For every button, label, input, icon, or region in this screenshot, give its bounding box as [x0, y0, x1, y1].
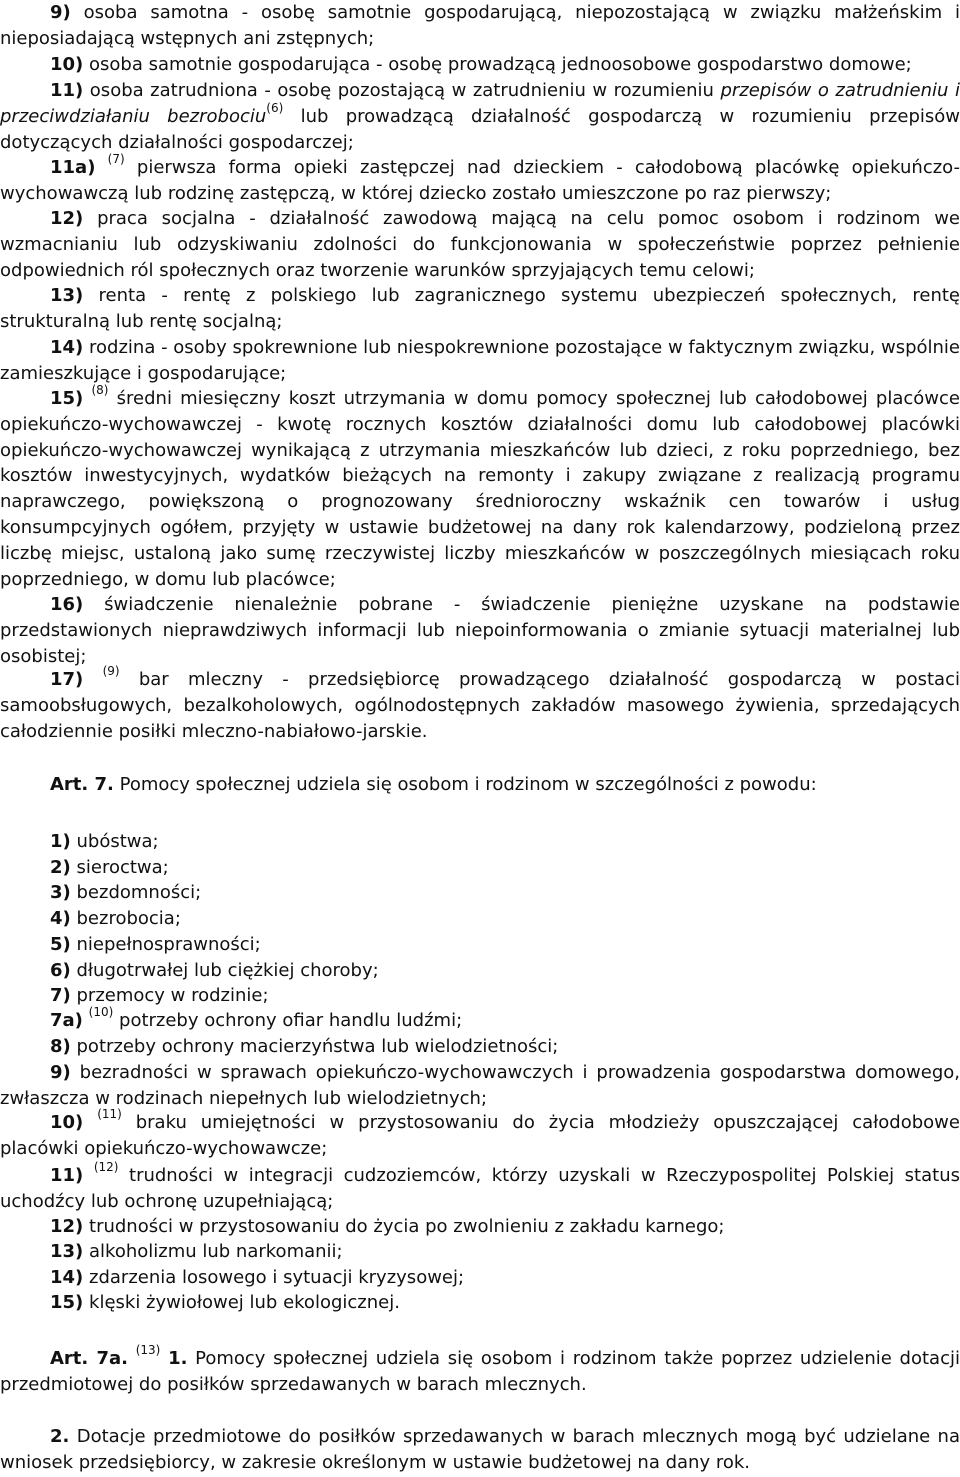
footnote-ref: (9)	[102, 664, 120, 678]
item-number: 6)	[50, 960, 71, 981]
art7-item-7a	[0, 1005, 960, 1034]
art7-item-10	[0, 1107, 960, 1162]
item-number: 2)	[50, 857, 71, 878]
item-text: potrzeby ochrony ofiar handlu ludźmi;	[119, 1010, 463, 1031]
definition-11a	[0, 152, 960, 207]
paragraph-text: Dotacje przedmiotowe do posiłków sprzedawanych w barach mlecznych mogą być udzielane na wniosek przedsiębiorcy, w zakresie określonym w ustawie budżetowej na dany rok.	[0, 1426, 960, 1473]
item-number: 1)	[50, 831, 71, 852]
item-text: osoba samotnie gospodarująca - osobę prowadzącą jednoosobowe gospodarstwo domowe;	[89, 54, 912, 75]
footnote-ref: (6)	[266, 100, 284, 115]
art7-item-8	[0, 1034, 960, 1060]
footnote-ref: (8)	[91, 383, 109, 397]
definition-11	[0, 78, 960, 155]
item-number: 14)	[50, 1267, 84, 1288]
item-text: braku umiejętności w przystosowaniu do życia młodzieży opuszczającej całodobowe placówki opiekuńczo-wychowawcze;	[0, 1112, 960, 1159]
item-text: bezdomności;	[76, 882, 202, 903]
item-text: długotrwałej lub ciężkiej choroby;	[76, 960, 379, 981]
item-number: 15)	[50, 1292, 84, 1313]
item-text: potrzeby ochrony macierzyństwa lub wielodzietności;	[76, 1036, 559, 1057]
article-intro: Pomocy społecznej udziela się osobom i rodzinom w szczególności z powodu:	[119, 774, 817, 795]
item-number: 12)	[50, 208, 84, 229]
item-number: 16)	[50, 594, 84, 615]
definition-17	[0, 664, 960, 744]
item-text: klęski żywiołowej lub ekologicznej.	[89, 1292, 400, 1313]
definition-14	[0, 335, 960, 387]
item-text: trudności w integracji cudzoziemców, którzy uzyskali w Rzeczypospolitej Polskiej status uchodźcy lub ochronę uzupełniającą;	[0, 1165, 960, 1212]
definition-12	[0, 206, 960, 283]
item-text: ubóstwa;	[76, 831, 159, 852]
art7-item-11	[0, 1160, 960, 1215]
art7-item-4	[0, 906, 960, 932]
art7-item-14	[0, 1265, 960, 1291]
item-number: 3)	[50, 882, 71, 903]
item-number: 7a)	[50, 1010, 83, 1031]
item-number: 7)	[50, 985, 71, 1006]
item-number: 8)	[50, 1036, 71, 1057]
item-number: 9)	[50, 2, 71, 23]
item-number: 12)	[50, 1216, 84, 1237]
item-text: bezradności w sprawach opiekuńczo-wychowawczych i prowadzenia gospodarstwa domowego, zwłaszcza w rodzinach niepełnych lub wielodzietnych;	[0, 1062, 960, 1109]
art7-item-1	[0, 829, 960, 855]
art7-item-7	[0, 983, 960, 1009]
art7-item-12	[0, 1214, 960, 1240]
item-text: sieroctwa;	[76, 857, 169, 878]
item-number: 11a)	[50, 157, 96, 178]
article-label: Art. 7.	[50, 774, 114, 795]
item-text: osoba samotna - osobę samotnie gospodarującą, niepozostającą w związku małżeńskim i nieposiadającą wstępnych ani zstępnych;	[0, 2, 960, 49]
definition-10	[0, 52, 960, 78]
item-text: praca socjalna - działalność zawodową mającą na celu pomoc osobom i rodzinom we wzmacnianiu lub odzyskiwaniu zdolności do funkcjonowania w społeczeństwie poprzez pełnienie odpowiednich ról społecznych oraz tworzenie warunków sprzyjających temu celowi;	[0, 208, 960, 281]
item-text: lub prowadzącą działalność gospodarczą w rozumieniu przepisów dotyczących działalności gospodarczej;	[0, 105, 960, 153]
footnote-ref: (10)	[88, 1005, 114, 1019]
definition-13	[0, 283, 960, 335]
article-label: Art. 7a.	[50, 1348, 129, 1369]
definition-9	[0, 0, 960, 52]
item-number: 11)	[50, 80, 84, 101]
definition-15	[0, 383, 960, 592]
article-7-heading	[0, 772, 960, 798]
item-number: 5)	[50, 934, 71, 955]
item-text: trudności w przystosowaniu do życia po zwolnieniu z zakładu karnego;	[89, 1216, 725, 1237]
item-italic-text: przepisów o zatrudnieniu i przeciwdziałaniu bezrobociu	[0, 80, 960, 127]
item-number: 4)	[50, 908, 71, 929]
art7-item-9	[0, 1060, 960, 1112]
item-text: osoba zatrudniona - osobę pozostającą w zatrudnieniu w rozumieniu	[89, 80, 714, 101]
item-text: rodzina - osoby spokrewnione lub niespokrewnione pozostające w faktycznym związku, wspólnie zamieszkujące i gospodarujące;	[0, 337, 960, 384]
footnote-ref: (11)	[97, 1107, 122, 1121]
item-text: świadczenie nienależnie pobrane - świadczenie pieniężne uzyskane na podstawie przedstawionych nieprawdziwych informacji lub niepoinformowania o zmianie sytuacji materialnej lub osobistej;	[0, 594, 960, 667]
definition-16	[0, 592, 960, 669]
footnote-ref: (7)	[107, 152, 125, 166]
item-number: 10)	[50, 54, 84, 75]
paragraph-text: Pomocy społecznej udziela się osobom i rodzinom także poprzez udzielenie dotacji przedmiotowej do posiłków sprzedawanych w barach mlecznych.	[0, 1348, 960, 1395]
item-text: bezrobocia;	[76, 908, 181, 929]
item-text: renta - rentę z polskiego lub zagranicznego systemu ubezpieczeń społecznych, rentę strukturalną lub rentę socjalną;	[0, 285, 960, 332]
item-text: alkoholizmu lub narkomanii;	[89, 1241, 343, 1262]
item-text: bar mleczny - przedsiębiorcę prowadzącego działalność gospodarczą w postaci samoobsługowych, bezalkoholowych, ogólnodostępnych zakładów masowego żywienia, sprzedających całodziennie posiłki mleczno-nabiałowo-jarskie.	[0, 669, 960, 742]
item-text: zdarzenia losowego i sytuacji kryzysowej;	[89, 1267, 465, 1288]
art7-item-15	[0, 1290, 960, 1316]
item-number: 9)	[50, 1062, 71, 1083]
item-number: 15)	[50, 388, 84, 409]
art7-item-3	[0, 880, 960, 906]
item-number: 14)	[50, 337, 84, 358]
item-number: 13)	[50, 285, 84, 306]
item-text: niepełnosprawności;	[76, 934, 261, 955]
art7-item-2	[0, 855, 960, 881]
item-number: 11)	[50, 1165, 84, 1186]
paragraph-number: 1.	[168, 1348, 188, 1369]
art7-item-13	[0, 1239, 960, 1265]
item-text: przemocy w rodzinie;	[76, 985, 269, 1006]
item-number: 13)	[50, 1241, 84, 1262]
article-7a-paragraph-1	[0, 1343, 960, 1398]
item-text: średni miesięczny koszt utrzymania w domu pomocy społecznej lub całodobowej placówce opiekuńczo-wychowawczej - kwotę rocznych kosztów działalności domu lub całodobowej placówki opiekuńczo-wychowawczej wynikającą z utrzymania mieszkańców lub dzieci, z roku poprzedniego, bez kosztów inwestycyjnych, wydatków bieżących na remonty i zakupy związane z realizacją programu naprawczego, powiększoną o prognozowany średnioroczny wskaźnik cen towarów i usług konsumpcyjnych ogółem, przyjęty w ustawie budżetowej na dany rok kalendarzowy, podzieloną przez liczbę miejsc, ustaloną jako sumę rzeczywistej liczby mieszkańców w poszczególnych miesiącach roku poprzedniego, w domu lub placówce;	[0, 388, 960, 590]
article-7a-paragraph-2	[0, 1424, 960, 1476]
footnote-ref: (12)	[93, 1160, 119, 1174]
art7-item-6	[0, 958, 960, 984]
item-number: 10)	[50, 1112, 84, 1133]
item-text: pierwsza forma opieki zastępczej nad dzieckiem - całodobową placówkę opiekuńczo-wychowawczą lub rodzinę zastępczą, w której dziecko zostało umieszczone po raz pierwszy;	[0, 157, 960, 204]
item-number: 17)	[50, 669, 84, 690]
art7-item-5	[0, 932, 960, 958]
paragraph-number: 2.	[50, 1426, 70, 1447]
footnote-ref: (13)	[135, 1343, 161, 1357]
